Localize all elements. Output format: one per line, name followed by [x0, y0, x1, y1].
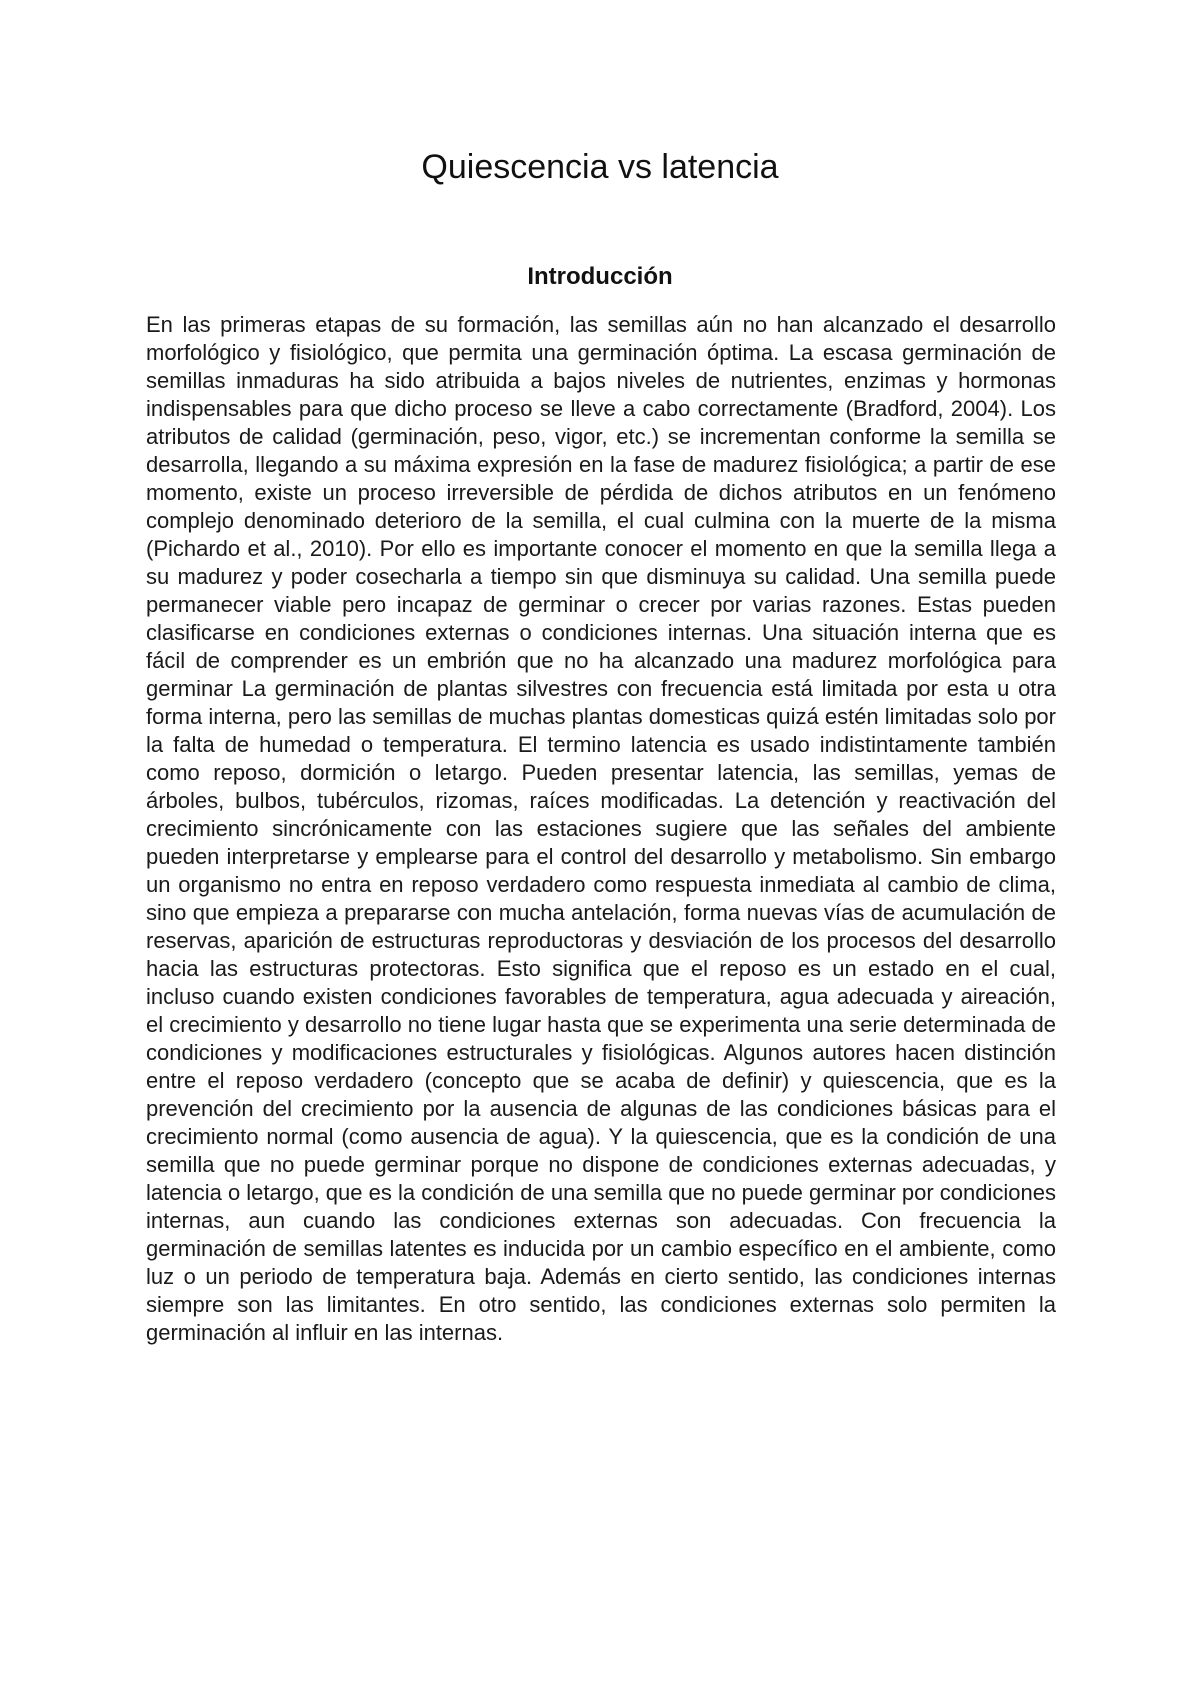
introduction-paragraph: En las primeras etapas de su formación, las semillas aún no han alcanzado el desarrollo morfológico y fisiológico, que permita una germinación óptima. La escasa germinación de semillas inmaduras ha sido atribuida a bajos niveles de nutrientes, enzimas y hormonas indispensables para que dicho proceso se lleve a cabo correctamente (Bradford, 2004). Los atributos de calidad (germinación, peso, vigor, etc.) se incrementan conforme la semilla se desarrolla, llegando a su máxima expresión en la fase de madurez fisiológica; a partir de ese momento, existe un proceso irreversible de pérdida de dichos atributos en un fenómeno complejo denominado deterioro de la semilla, el cual culmina con la muerte de la misma (Pichardo et al., 2010). Por ello es importante conocer el momento en que la semilla llega a su madurez y poder cosecharla a tiempo sin que disminuya su calidad. Una semilla puede permanecer viable pero incapaz de germinar o crecer por varias razones. Estas pueden clasificarse en condiciones externas o condiciones internas. Una situación interna que es fácil de comprender es un embrión que no ha alcanzado una madurez morfológica para germinar La germinación de plantas silvestres con frecuencia está limitada por esta u otra forma interna, pero las semillas de muchas plantas domesticas quizá estén limitadas solo por la falta de humedad o temperatura. El termino latencia es usado indistintamente también como reposo, dormición o letargo. Pueden presentar latencia, las semillas, yemas de árboles, bulbos, tubérculos, rizomas, raíces modificadas. La detención y reactivación del crecimiento sincrónicamente con las estaciones sugiere que las señales del ambiente pueden interpretarse y emplearse para el control del desarrollo y metabolismo. Sin embargo un organismo no entra en reposo verdadero como respuesta inmediata al cambio de clima, sino que empieza a prepararse con mucha antelación, forma nuevas vías de acumulación de reservas, aparición de estructuras reproductoras y desviación de los procesos del desarrollo hacia las estructuras protectoras. Esto significa que el reposo es un estado en el cual, incluso cuando existen condiciones favorables de temperatura, agua adecuada y aireación, el crecimiento y desarrollo no tiene lugar hasta que se experimenta una serie determinada de condiciones y modificaciones estructurales y fisiológicas. Algunos autores hacen distinción entre el reposo verdadero (concepto que se acaba de definir) y quiescencia, que es la prevención del crecimiento por la ausencia de algunas de las condiciones básicas para el crecimiento normal (como ausencia de agua). Y la quiescencia, que es la condición de una semilla que no puede germinar porque no dispone de condiciones externas adecuadas, y latencia o letargo, que es la condición de una semilla que no puede germinar por condiciones internas, aun cuando las condiciones externas son adecuadas. Con frecuencia la germinación de semillas latentes es inducida por un cambio específico en el ambiente, como luz o un periodo de temperatura baja. Además en cierto sentido, las condiciones internas siempre son las limitantes. En otro sentido, las condiciones externas solo permiten la germinación al influir en las internas. [146, 312, 1056, 1345]
section-heading-introduccion: Introducción [527, 263, 673, 290]
page-title: Quiescencia vs latencia [421, 148, 779, 186]
